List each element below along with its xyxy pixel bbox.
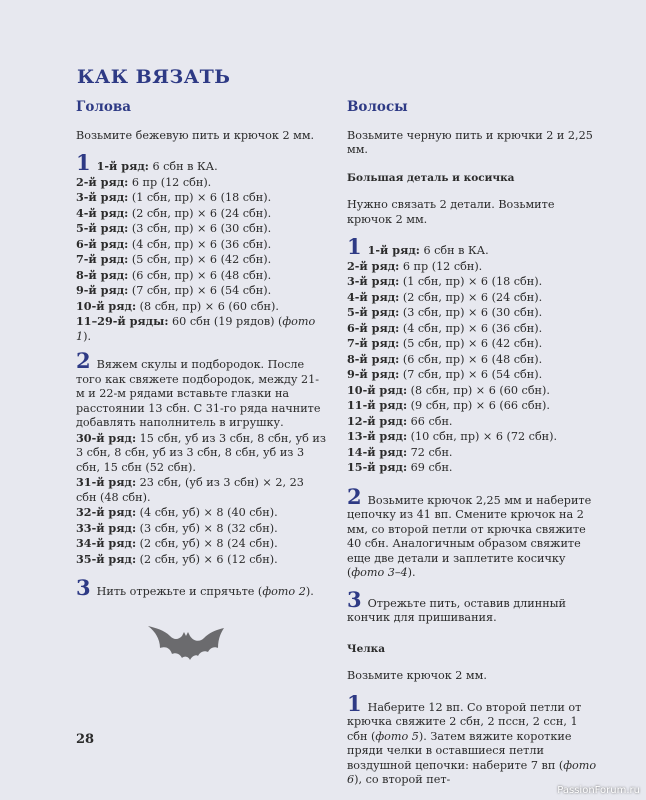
photo-ref: фото 3–4 (351, 566, 408, 579)
left-column (76, 100, 326, 610)
row-item: 10-й ряд: (8 сбн, пр) × 6 (60 сбн). (76, 298, 279, 313)
row-item: 12-й ряд: 66 сбн. (347, 413, 453, 428)
step-number: 3 (347, 586, 362, 612)
section-heading-head: Голова (76, 99, 131, 115)
photo-ref: фото 6 (347, 758, 597, 786)
subheading-bangs: Челка (347, 642, 386, 655)
subheading-big-part: Большая деталь и косичка (347, 171, 515, 184)
step-text: Нить отрежьте и спрячьте ( (96, 585, 263, 598)
step-number: 1 (347, 690, 362, 716)
row-item: 7-й ряд: (5 сбн, пр) × 6 (42 сбн). (347, 336, 543, 350)
hair-step-1-rows (347, 234, 597, 476)
step-number: 2 (347, 483, 362, 509)
head-intro: Возьмите бежевую пить и крючок 2 мм. (76, 128, 315, 142)
watermark: PassionForum.ru (557, 785, 640, 796)
row-item: 2-й ряд: 6 пр (12 сбн). (76, 174, 212, 189)
step-number: 3 (76, 575, 91, 600)
page-title: КАК ВЯЗАТЬ (77, 66, 231, 88)
step-text: Возьмите крючок 2,25 мм и наберите цепочку из 41 вп. Смените крючок на 2 мм, со второй петли от крючка свяжите 40 сбн. Аналогичным образом свяжите еще две детали и заплетите косичку ( (347, 493, 592, 579)
hair-intro: Возьмите черную пить и крючки 2 и 2,25 мм. (347, 128, 593, 156)
row-item: 4-й ряд: (2 сбн, пр) × 6 (24 сбн). (347, 289, 543, 304)
head-step-2 (76, 348, 326, 567)
row-item: 30-й ряд: 15 сбн, уб из 3 сбн, 8 сбн, уб из 3 сбн, 8 сбн, уб из 3 сбн, 8 сбн, уб из 3 сбн, 15 сбн (52 сбн). (76, 430, 326, 474)
row-item: 6-й ряд: (4 сбн, пр) × 6 (36 сбн). (347, 320, 543, 335)
row-item: 5-й ряд: (3 сбн, пр) × 6 (30 сбн). (347, 305, 543, 319)
head-step-3: 3 Нить отрежьте и спрячьте (фото 2). (76, 575, 314, 600)
photo-ref: фото 2 (262, 585, 306, 598)
step-text: Вяжем скулы и подбородок. После того как свяжете подбородок, между 21-м и 22-м рядами вставьте глазки на расстоянии 13 сбн. С 31-го ряда начните добавлять наполнитель в игрушку. (76, 358, 321, 429)
right-column (347, 100, 597, 798)
row-item: 34-й ряд: (2 сбн, уб) × 8 (24 сбн). (76, 536, 278, 550)
step-number: 1 (76, 150, 91, 175)
page-number: 28 (76, 732, 95, 747)
row-item: 10-й ряд: (8 сбн, пр) × 6 (60 сбн). (347, 382, 550, 397)
row-item: 9-й ряд: (7 сбн, пр) × 6 (54 сбн). (76, 283, 272, 297)
row-item: 15-й ряд: 69 сбн. (347, 460, 453, 474)
row-item: 11–29-й ряды: 60 сбн (19 рядов) (фото 1). (76, 314, 316, 343)
row-item: 6-й ряд: (4 сбн, пр) × 6 (36 сбн). (76, 236, 272, 251)
row-item: 31-й ряд: 23 сбн, (уб из 3 сбн) × 2, 23 сбн (48 сбн). (76, 475, 304, 504)
row-item: 2-й ряд: 6 пр (12 сбн). (347, 258, 483, 273)
section-heading-hair: Волосы (347, 99, 408, 115)
hair-step-2: 2 Возьмите крючок 2,25 мм и наберите цепочку из 41 вп. Смените крючок на 2 мм, со второй петли от крючка свяжите 40 сбн. Аналогичным образом свяжите еще две детали и заплетите косичку (фото 3–4). (347, 483, 592, 579)
head-step-1 (76, 150, 326, 344)
head-step-1-rows (76, 150, 326, 314)
row-item: 11-й ряд: (9 сбн, пр) × 6 (66 сбн). (347, 398, 550, 412)
row-item: 13-й ряд: (10 сбн, пр) × 6 (72 сбн). (347, 429, 558, 443)
row-item: 3-й ряд: (1 сбн, пр) × 6 (18 сбн). (347, 274, 543, 288)
bangs-step-1: 1 Наберите 12 вп. Со второй петли от крючка свяжите 2 сбн, 2 пссн, 2 ссн, 1 сбн (фото 5). Затем вяжите короткие пряди челки в оставшиеся петли воздушной цепочки: наберите 7 вп (фото 6), со второй пет- (347, 690, 597, 786)
row-item: 4-й ряд: (2 сбн, пр) × 6 (24 сбн). (76, 205, 272, 220)
row-item: 9-й ряд: (7 сбн, пр) × 6 (54 сбн). (347, 367, 543, 381)
head-step-2-rows (76, 431, 326, 568)
row-item: 3-й ряд: (1 сбн, пр) × 6 (18 сбн). (76, 190, 272, 204)
step-number: 2 (76, 348, 91, 373)
row-item: 8-й ряд: (6 сбн, пр) × 6 (48 сбн). (76, 267, 272, 282)
row-item: 5-й ряд: (3 сбн, пр) × 6 (30 сбн). (76, 221, 272, 235)
hair-step-3 (347, 586, 597, 626)
row-item: 14-й ряд: 72 сбн. (347, 444, 453, 459)
hair-step-1 (347, 234, 597, 476)
row-item: 1 1-й ряд: 6 сбн в КА. (347, 234, 489, 259)
big-part-intro: Нужно связать 2 детали. Возьмите крючок 2 мм. (347, 198, 555, 226)
bat-illustration (146, 618, 226, 664)
photo-ref: фото 5 (375, 729, 419, 743)
row-item: 1 1-й ряд: 6 сбн в КА. (76, 150, 218, 175)
row-item: 7-й ряд: (5 сбн, пр) × 6 (42 сбн). (76, 252, 272, 266)
row-item: 35-й ряд: (2 сбн, уб) × 6 (12 сбн). (76, 551, 278, 566)
row-item: 8-й ряд: (6 сбн, пр) × 6 (48 сбн). (347, 351, 543, 366)
step-number: 1 (347, 234, 362, 259)
step-text: Отрежьте пить, оставив длинный кончик для пришивания. (347, 596, 567, 624)
row-item: 32-й ряд: (4 сбн, уб) × 8 (40 сбн). (76, 505, 278, 519)
bangs-intro: Возьмите крючок 2 мм. (347, 669, 487, 682)
row-item: 33-й ряд: (3 сбн, уб) × 8 (32 сбн). (76, 520, 278, 535)
